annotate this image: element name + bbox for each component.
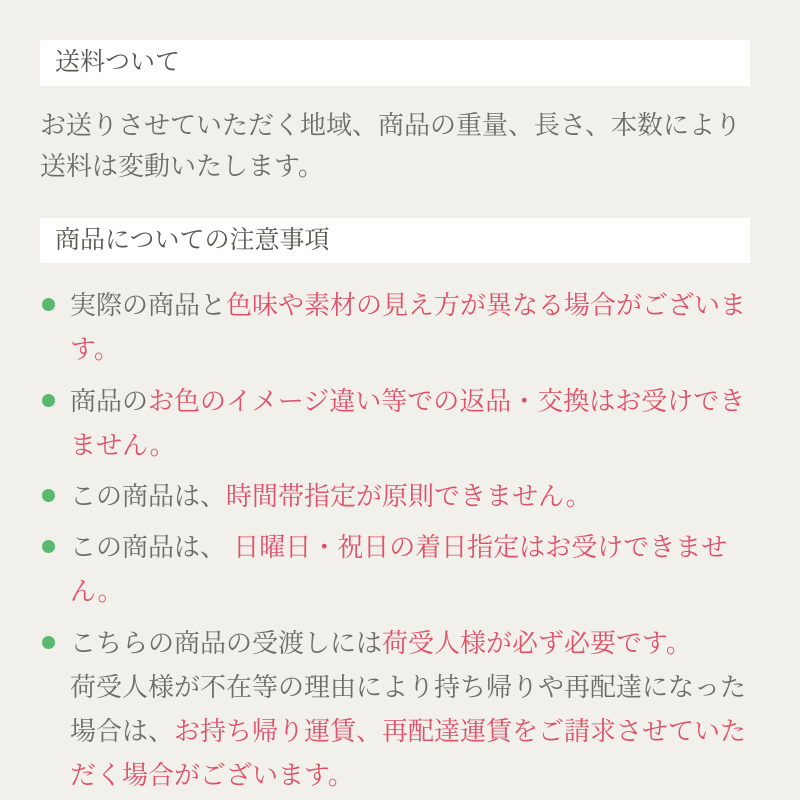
note-plain-text: 荷受人様が不在等の理由により持ち帰りや再配達になった場合は、 xyxy=(70,671,747,746)
notes-list xyxy=(40,283,750,797)
note-text xyxy=(70,525,750,613)
note-item xyxy=(40,525,750,613)
note-item xyxy=(40,474,750,518)
note-plain-text: 商品の xyxy=(70,385,149,416)
shipping-section xyxy=(40,40,750,188)
note-emphasis-text: 時間帯指定が原則できません。 xyxy=(226,480,592,511)
note-emphasis-text: 色味や素材の見え方が異なる場合がございます。 xyxy=(70,290,747,365)
shipping-description: お送りさせていただく地域、商品の重量、長さ、本数により送料は変動いたします。 xyxy=(40,109,741,182)
note-text xyxy=(70,474,750,518)
bullet-icon xyxy=(42,298,55,311)
note-emphasis-text: お持ち帰り運賃、再配達運賃をご請求させていただく場合がございます。 xyxy=(70,715,747,791)
note-emphasis-text: 日曜日・祝日の着日指定はお受けできません。 xyxy=(70,532,728,607)
note-text xyxy=(70,283,750,371)
product-notes-heading: 商品についての注意事項 xyxy=(40,218,750,264)
note-item xyxy=(40,621,750,798)
note-emphasis-text: 荷受人様が必ず必要です。 xyxy=(382,627,692,658)
bullet-icon xyxy=(42,489,55,502)
note-text xyxy=(70,379,750,467)
note-text xyxy=(70,621,750,798)
note-plain-text: この商品は、 xyxy=(70,480,227,511)
note-item xyxy=(40,283,750,371)
bullet-icon xyxy=(42,636,55,649)
product-notes-section xyxy=(40,218,750,798)
bullet-icon xyxy=(42,394,55,407)
note-plain-text: 実際の商品と xyxy=(70,290,227,321)
shipping-heading: 送料ついて xyxy=(40,40,750,86)
note-item xyxy=(40,379,750,467)
bullet-icon xyxy=(42,540,55,553)
note-plain-text: こちらの商品の受渡しには xyxy=(70,627,383,658)
note-emphasis-text: お色のイメージ違い等での返品・交換はお受けできません。 xyxy=(70,385,746,460)
note-plain-text: この商品は、 xyxy=(70,532,234,563)
